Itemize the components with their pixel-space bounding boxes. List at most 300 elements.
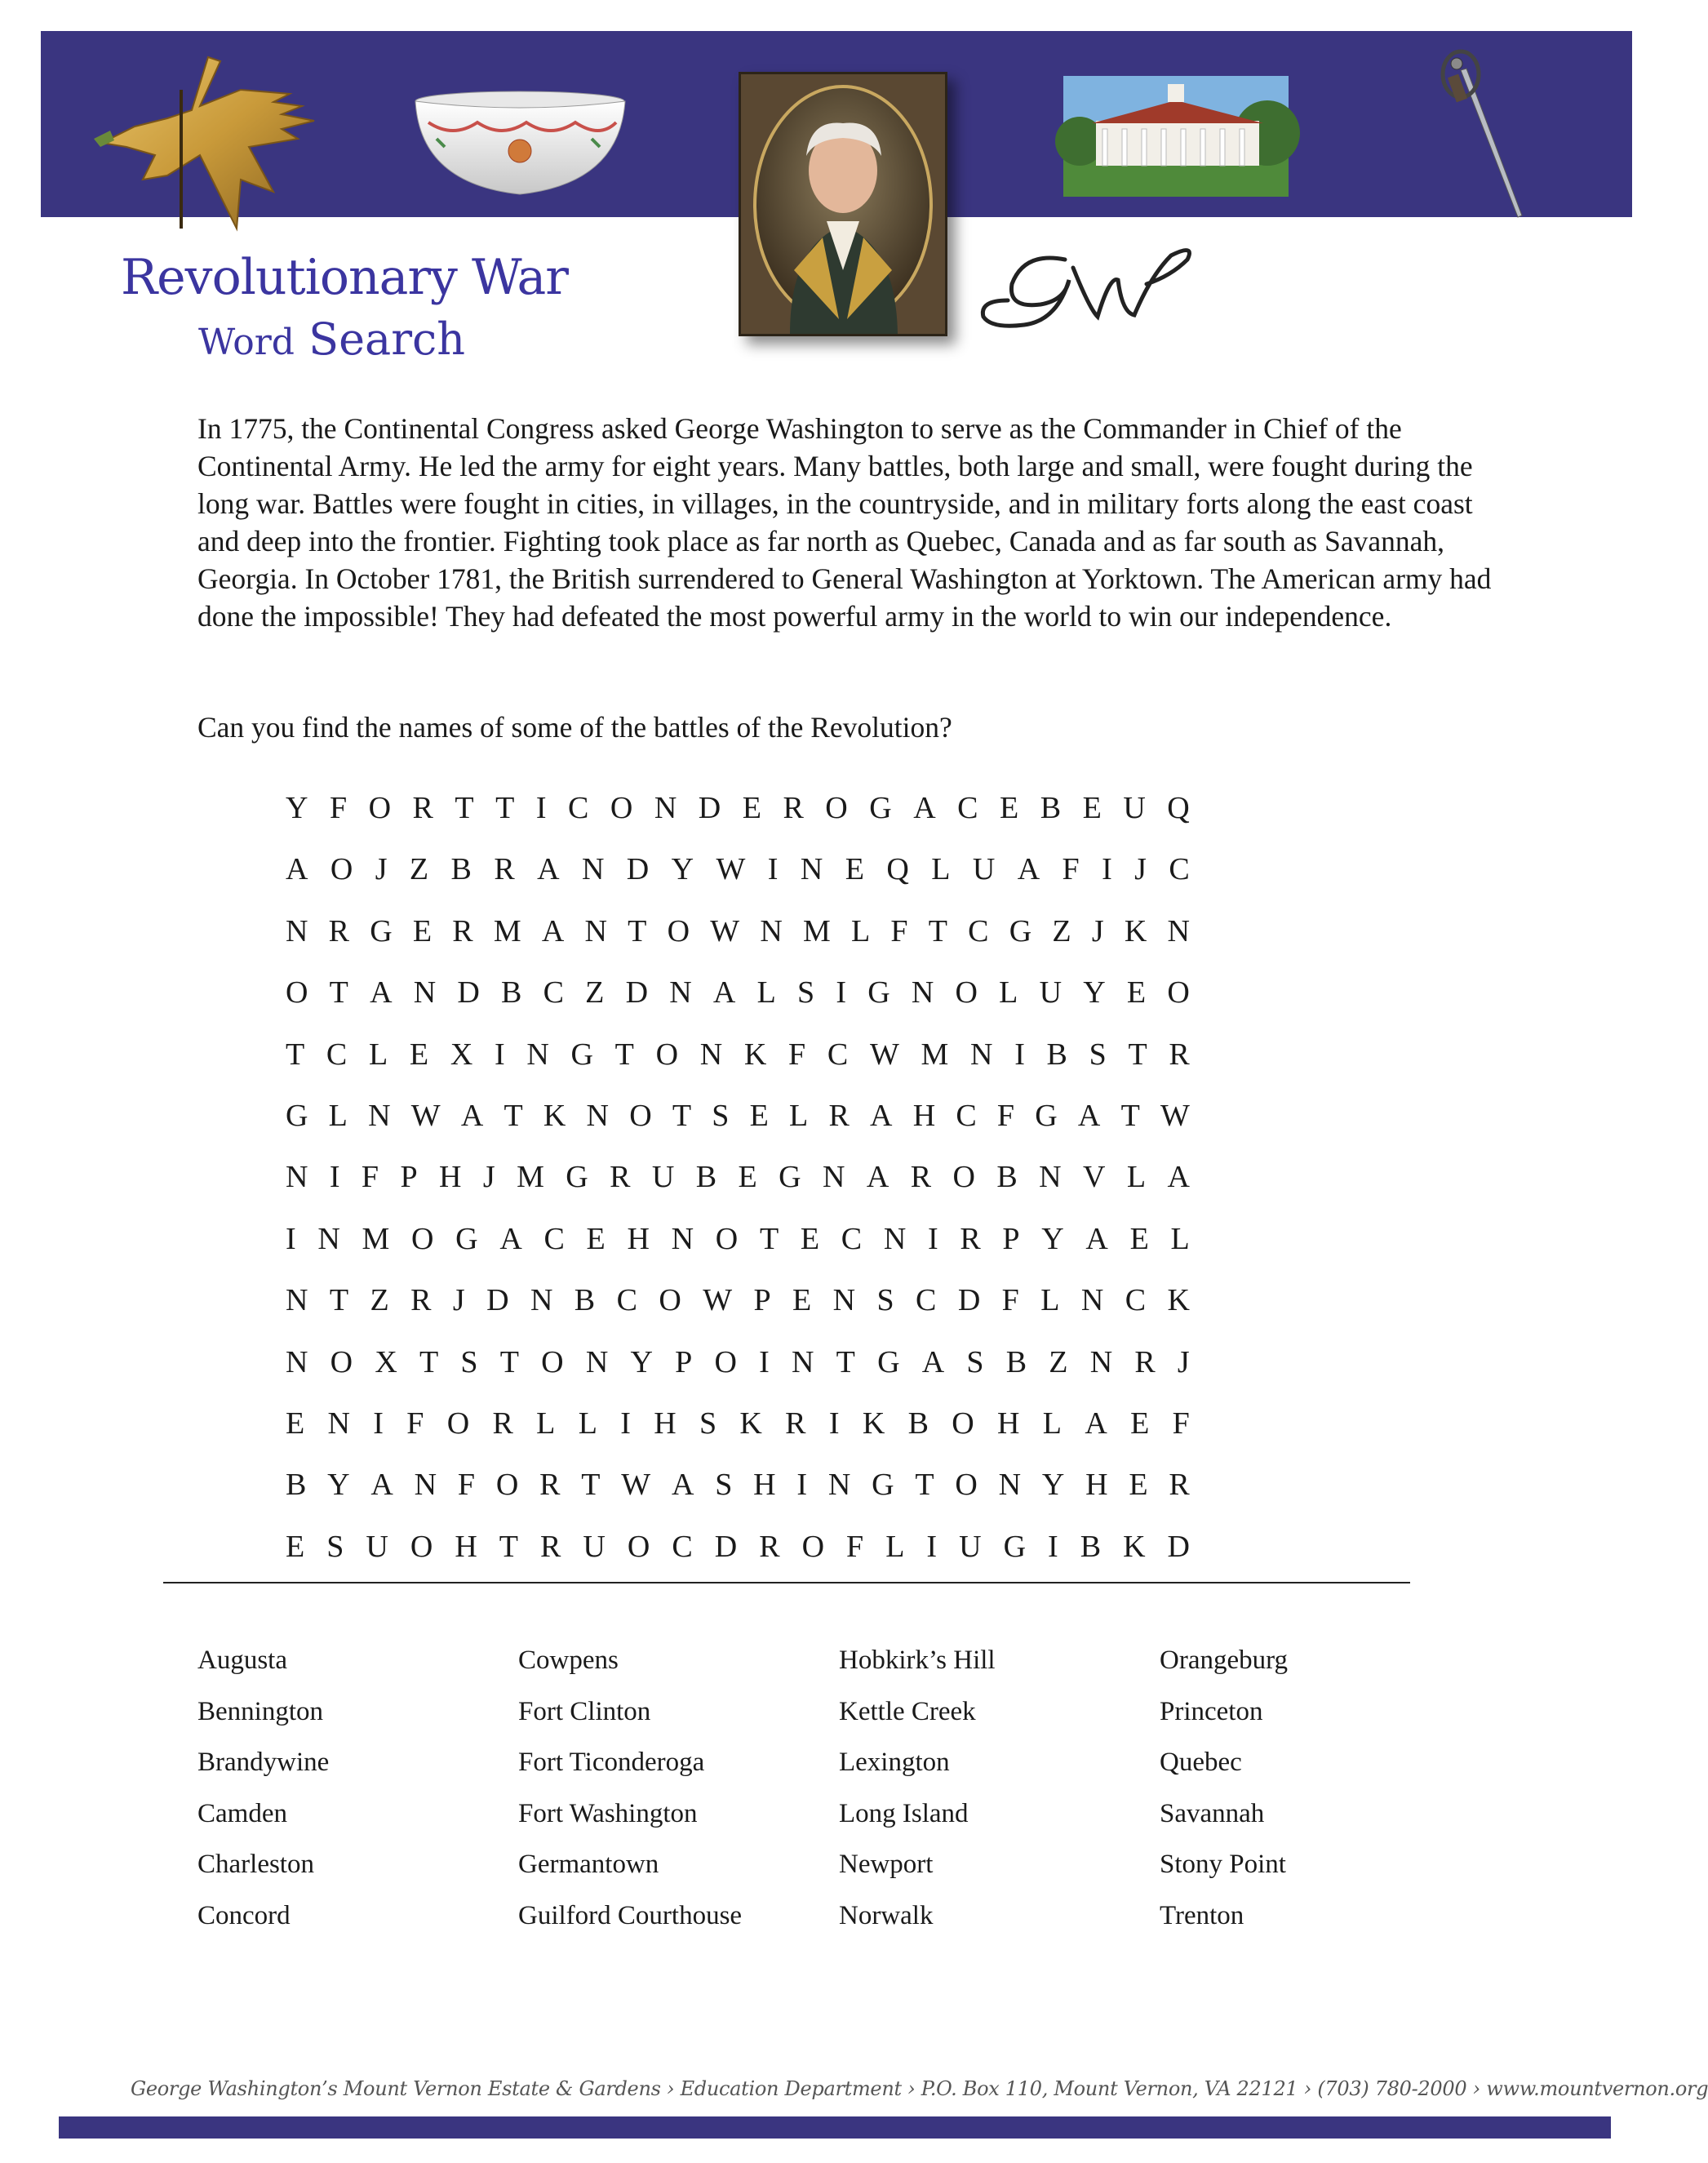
- grid-letter: O: [659, 1283, 681, 1318]
- grid-letter: T: [455, 791, 474, 825]
- grid-letter: Z: [370, 1283, 389, 1318]
- grid-letter: G: [455, 1221, 478, 1256]
- word-list-item: Norwalk: [839, 1900, 934, 1930]
- grid-letter: N: [317, 1221, 340, 1256]
- grid-letter: T: [499, 1344, 519, 1379]
- grid-letter: Q: [1167, 791, 1190, 825]
- grid-letter: R: [785, 1406, 806, 1441]
- grid-letter: O: [368, 791, 392, 825]
- grid-letter: N: [671, 1221, 694, 1256]
- grid-letter: N: [585, 1344, 609, 1379]
- grid-letter: N: [581, 852, 605, 887]
- grid-letter: T: [286, 1037, 305, 1072]
- word-list-item: Bennington: [197, 1696, 323, 1726]
- grid-letter: N: [414, 1468, 437, 1503]
- grid-letter: N: [654, 791, 677, 825]
- grid-letter: Y: [671, 852, 694, 887]
- grid-letter: W: [716, 852, 746, 887]
- word-list-column-3: [839, 1646, 996, 1952]
- grid-letter: I: [535, 791, 547, 825]
- grid-letter: L: [1042, 1406, 1062, 1441]
- grid-letter: K: [1167, 1283, 1190, 1318]
- grid-letter: M: [517, 1160, 544, 1195]
- grid-letter: C: [616, 1283, 637, 1318]
- grid-letter: O: [952, 1406, 974, 1441]
- grid-letter: L: [885, 1529, 905, 1564]
- grid-letter: I: [620, 1406, 631, 1441]
- word-list-item: Hobkirk’s Hill: [839, 1646, 996, 1675]
- word-list-item: Germantown: [518, 1850, 659, 1880]
- grid-letter: D: [486, 1283, 509, 1318]
- grid-letter: O: [610, 791, 633, 825]
- grid-letter: U: [959, 1529, 982, 1564]
- grid-letter: N: [760, 913, 783, 948]
- footer-bar: [59, 2116, 1611, 2139]
- grid-letter: A: [537, 852, 560, 887]
- grid-letter: I: [494, 1037, 505, 1072]
- grid-letter: A: [866, 1160, 889, 1195]
- grid-letter: E: [286, 1529, 305, 1564]
- grid-row: [286, 1344, 1190, 1406]
- grid-letter: A: [460, 1098, 484, 1133]
- grid-letter: P: [675, 1344, 693, 1379]
- grid-letter: B: [574, 1283, 596, 1318]
- page-title-line1: Revolutionary War: [121, 249, 568, 306]
- grid-letter: A: [921, 1344, 945, 1379]
- grid-letter: E: [800, 1221, 820, 1256]
- grid-letter: S: [460, 1344, 478, 1379]
- grid-letter: N: [413, 975, 437, 1010]
- grid-letter: E: [738, 1160, 757, 1195]
- grid-letter: E: [792, 1283, 812, 1318]
- grid-letter: R: [540, 1529, 561, 1564]
- grid-letter: I: [759, 1344, 770, 1379]
- grid-letter: E: [412, 913, 433, 948]
- grid-letter: B: [450, 852, 472, 887]
- grid-letter: B: [996, 1160, 1018, 1195]
- grid-letter: O: [952, 1160, 975, 1195]
- grid-letter: U: [1123, 791, 1146, 825]
- grid-letter: F: [1172, 1406, 1190, 1441]
- grid-letter: T: [499, 1529, 519, 1564]
- grid-letter: T: [614, 1037, 634, 1072]
- grid-letter: T: [672, 1098, 692, 1133]
- grid-letter: D: [625, 975, 649, 1010]
- grid-letter: I: [828, 1406, 840, 1441]
- grid-letter: N: [286, 1160, 308, 1195]
- grid-letter: N: [1167, 913, 1190, 948]
- grid-letter: H: [753, 1468, 776, 1503]
- page-title-line2: [198, 313, 466, 365]
- grid-letter: I: [836, 975, 846, 1010]
- grid-letter: I: [796, 1468, 808, 1503]
- grid-letter: L: [850, 913, 871, 948]
- grid-letter: I: [926, 1529, 938, 1564]
- word-list-item: Stony Point: [1160, 1850, 1286, 1880]
- grid-letter: K: [739, 1406, 762, 1441]
- grid-letter: B: [501, 975, 522, 1010]
- word-list-item: Concord: [197, 1900, 291, 1930]
- grid-letter: G: [286, 1098, 308, 1133]
- grid-letter: E: [1126, 975, 1147, 1010]
- grid-letter: R: [783, 791, 804, 825]
- grid-letter: N: [530, 1283, 553, 1318]
- grid-letter: O: [655, 1037, 679, 1072]
- grid-letter: H: [1085, 1468, 1108, 1503]
- grid-letter: Y: [630, 1344, 653, 1379]
- gw-signature: [975, 233, 1200, 340]
- word-list-item: Augusta: [197, 1646, 287, 1675]
- grid-letter: O: [801, 1529, 825, 1564]
- grid-letter: C: [543, 1221, 565, 1256]
- grid-letter: G: [1009, 913, 1032, 948]
- grid-letter: N: [526, 1037, 549, 1072]
- grid-letter: S: [715, 1468, 733, 1503]
- grid-letter: Z: [585, 975, 605, 1010]
- grid-letter: J: [375, 852, 388, 887]
- grid-letter: E: [845, 852, 864, 887]
- grid-letter: S: [966, 1344, 984, 1379]
- grid-row: [286, 1221, 1190, 1282]
- grid-letter: D: [1167, 1529, 1190, 1564]
- footer-address: George Washington’s Mount Vernon Estate & Gardens › Education Department › P.O. Box 110, Mount Vernon, VA 22121 › (703) 780-2000 › www.mountvernon.org: [131, 2077, 1708, 2100]
- word-list-item: Fort Clinton: [518, 1696, 651, 1726]
- grid-letter: V: [1082, 1160, 1106, 1195]
- grid-letter: B: [1005, 1344, 1027, 1379]
- grid-letter: C: [568, 791, 589, 825]
- word-list-item: Quebec: [1160, 1748, 1242, 1778]
- grid-letter: M: [921, 1037, 949, 1072]
- grid-row: [286, 851, 1190, 913]
- grid-letter: K: [862, 1406, 885, 1441]
- grid-letter: G: [779, 1160, 801, 1195]
- grid-letter: A: [286, 852, 308, 887]
- grid-letter: F: [457, 1468, 476, 1503]
- grid-letter: N: [911, 975, 934, 1010]
- grid-letter: N: [832, 1283, 856, 1318]
- grid-letter: K: [743, 1037, 767, 1072]
- grid-letter: R: [910, 1160, 932, 1195]
- grid-letter: W: [410, 1098, 441, 1133]
- grid-letter: G: [1003, 1529, 1027, 1564]
- grid-letter: R: [1169, 1468, 1190, 1503]
- grid-letter: A: [1167, 1160, 1190, 1195]
- grid-letter: O: [1167, 975, 1190, 1010]
- grid-letter: C: [326, 1037, 348, 1072]
- grid-letter: C: [1125, 1283, 1147, 1318]
- grid-letter: N: [586, 1098, 609, 1133]
- title-search: Search: [294, 313, 466, 365]
- grid-letter: O: [715, 1221, 739, 1256]
- question-text: Can you find the names of some of the battles of the Revolution?: [197, 711, 952, 744]
- word-list-item: Guilford Courthouse: [518, 1900, 743, 1930]
- george-washington-portrait: [739, 72, 947, 336]
- grid-letter: T: [836, 1344, 855, 1379]
- grid-row: [286, 1098, 1190, 1159]
- grid-letter: O: [410, 1529, 433, 1564]
- grid-letter: T: [504, 1098, 523, 1133]
- grid-letter: R: [610, 1160, 631, 1195]
- grid-letter: Y: [327, 1468, 350, 1503]
- grid-letter: X: [450, 1037, 473, 1072]
- grid-letter: Y: [286, 791, 308, 825]
- grid-letter: C: [543, 975, 564, 1010]
- grid-letter: C: [672, 1529, 693, 1564]
- word-list-item: Long Island: [839, 1798, 969, 1828]
- grid-letter: D: [698, 791, 721, 825]
- grid-letter: F: [1062, 852, 1080, 887]
- grid-letter: R: [492, 1406, 513, 1441]
- grid-letter: J: [452, 1283, 465, 1318]
- grid-letter: R: [960, 1221, 981, 1256]
- grid-letter: I: [767, 852, 779, 887]
- grid-letter: E: [586, 1221, 606, 1256]
- grid-letter: G: [566, 1160, 588, 1195]
- grid-letter: O: [495, 1468, 519, 1503]
- grid-letter: Y: [1041, 1221, 1064, 1256]
- grid-letter: F: [361, 1160, 379, 1195]
- word-list-item: Camden: [197, 1798, 287, 1828]
- grid-letter: Y: [1083, 975, 1106, 1010]
- grid-letter: N: [1039, 1160, 1062, 1195]
- word-list-item: Charleston: [197, 1850, 314, 1880]
- grid-letter: R: [412, 791, 433, 825]
- grid-letter: E: [742, 791, 761, 825]
- grid-row: [286, 1159, 1190, 1220]
- word-list-column-1: [197, 1646, 329, 1952]
- grid-letter: A: [499, 1221, 522, 1256]
- grid-letter: W: [1160, 1098, 1190, 1133]
- grid-letter: I: [286, 1221, 296, 1256]
- mount-vernon-mansion-photo: [1063, 76, 1289, 197]
- grid-letter: S: [796, 975, 815, 1010]
- grid-letter: R: [328, 913, 350, 948]
- word-list-item: Trenton: [1160, 1900, 1244, 1930]
- grid-letter: O: [330, 1344, 353, 1379]
- grid-letter: C: [956, 1098, 977, 1133]
- word-list-item: Princeton: [1160, 1696, 1263, 1726]
- word-list-item: Orangeburg: [1160, 1646, 1289, 1675]
- grid-letter: E: [1129, 1468, 1148, 1503]
- grid-letter: H: [439, 1160, 462, 1195]
- grid-letter: E: [1129, 1221, 1149, 1256]
- grid-letter: H: [627, 1221, 650, 1256]
- grid-letter: N: [823, 1160, 845, 1195]
- grid-letter: U: [972, 852, 996, 887]
- word-list-column-2: [518, 1646, 742, 1952]
- grid-letter: B: [695, 1160, 717, 1195]
- grid-letter: E: [749, 1098, 769, 1133]
- grid-letter: B: [286, 1468, 307, 1503]
- intro-paragraph: In 1775, the Continental Congress asked George Washington to serve as the Commander in Chief of the Continental Army. He led the army for eight years. Many battles, both large and small, were fought during the long war. Battles were fought in cities, in villages, in the countryside, and in military forts along the east coast and deep into the frontier. Fighting took place as far north as Quebec, Canada and as far south as Savannah, Georgia. In October 1781, the British surrendered to General Washington at Yorktown. The American army had done the impossible! They had defeated the most powerful army in the world to win our independence.: [197, 412, 1492, 633]
- grid-letter: D: [457, 975, 480, 1010]
- grid-letter: Q: [886, 852, 909, 887]
- grid-letter: T: [759, 1221, 779, 1256]
- grid-letter: O: [330, 852, 353, 887]
- word-list-column-4: [1160, 1646, 1288, 1952]
- grid-letter: D: [626, 852, 650, 887]
- grid-row: [286, 913, 1190, 975]
- grid-letter: K: [543, 1098, 566, 1133]
- grid-letter: W: [869, 1037, 899, 1072]
- grid-letter: M: [493, 913, 521, 948]
- grid-letter: I: [1014, 1037, 1025, 1072]
- grid-letter: E: [286, 1406, 305, 1441]
- grid-letter: N: [800, 852, 823, 887]
- grid-letter: P: [1002, 1221, 1020, 1256]
- grid-letter: T: [329, 1283, 349, 1318]
- grid-letter: N: [327, 1406, 350, 1441]
- grid-letter: N: [286, 1344, 308, 1379]
- grid-letter: A: [370, 975, 393, 1010]
- grid-letter: T: [628, 913, 647, 948]
- word-list-item: Savannah: [1160, 1798, 1265, 1828]
- grid-letter: N: [669, 975, 692, 1010]
- grid-letter: L: [1040, 1283, 1060, 1318]
- grid-letter: G: [1035, 1098, 1058, 1133]
- grid-letter: W: [621, 1468, 651, 1503]
- grid-letter: L: [1126, 1160, 1147, 1195]
- grid-letter: J: [1134, 852, 1147, 887]
- porcelain-bowl-image: [412, 90, 628, 200]
- grid-letter: G: [877, 1344, 900, 1379]
- grid-letter: T: [928, 913, 947, 948]
- grid-letter: N: [970, 1037, 993, 1072]
- grid-letter: N: [883, 1221, 907, 1256]
- grid-letter: N: [286, 1283, 308, 1318]
- grid-letter: E: [1000, 791, 1019, 825]
- grid-letter: L: [789, 1098, 809, 1133]
- grid-letter: E: [1130, 1406, 1150, 1441]
- grid-letter: U: [583, 1529, 606, 1564]
- grid-letter: R: [1134, 1344, 1156, 1379]
- grid-letter: C: [1169, 852, 1190, 887]
- grid-letter: L: [931, 852, 951, 887]
- grid-letter: M: [802, 913, 831, 948]
- grid-letter: R: [828, 1098, 850, 1133]
- grid-row: [286, 975, 1190, 1036]
- grid-letter: L: [999, 975, 1018, 1010]
- grid-letter: H: [455, 1529, 477, 1564]
- grid-letter: L: [756, 975, 776, 1010]
- grid-letter: F: [996, 1098, 1015, 1133]
- grid-letter: W: [703, 1283, 733, 1318]
- word-list-item: Fort Washington: [518, 1798, 698, 1828]
- grid-letter: A: [1085, 1406, 1107, 1441]
- grid-letter: T: [329, 975, 348, 1010]
- grid-letter: S: [712, 1098, 730, 1133]
- grid-letter: N: [368, 1098, 391, 1133]
- grid-letter: S: [326, 1529, 344, 1564]
- grid-letter: T: [419, 1344, 439, 1379]
- grid-letter: C: [841, 1221, 863, 1256]
- grid-letter: O: [667, 913, 690, 948]
- grid-letter: H: [912, 1098, 936, 1133]
- grid-letter: B: [1080, 1529, 1102, 1564]
- grid-letter: O: [629, 1098, 652, 1133]
- grid-letter: T: [495, 791, 515, 825]
- grid-letter: G: [370, 913, 393, 948]
- grid-letter: O: [446, 1406, 470, 1441]
- grid-letter: Z: [409, 852, 429, 887]
- grid-letter: O: [411, 1221, 434, 1256]
- signature-text: GW: [975, 233, 997, 247]
- grid-letter: L: [1170, 1221, 1190, 1256]
- grid-letter: F: [1001, 1283, 1019, 1318]
- grid-letter: U: [1039, 975, 1063, 1010]
- grid-letter: H: [997, 1406, 1020, 1441]
- grid-letter: D: [714, 1529, 738, 1564]
- grid-letter: G: [872, 1468, 894, 1503]
- grid-letter: C: [827, 1037, 849, 1072]
- grid-letter: R: [1169, 1037, 1190, 1072]
- word-list-item: Brandywine: [197, 1748, 330, 1778]
- grid-letter: L: [578, 1406, 597, 1441]
- grid-letter: A: [671, 1468, 694, 1503]
- grid-letter: H: [654, 1406, 677, 1441]
- grid-letter: N: [584, 913, 607, 948]
- grid-letter: P: [400, 1160, 418, 1195]
- grid-letter: I: [928, 1221, 938, 1256]
- grid-row: [286, 1282, 1190, 1344]
- grid-letter: O: [627, 1529, 650, 1564]
- grid-letter: N: [286, 913, 308, 948]
- grid-letter: U: [366, 1529, 388, 1564]
- grid-letter: C: [916, 1283, 937, 1318]
- grid-letter: X: [375, 1344, 397, 1379]
- grid-letter: Y: [1041, 1468, 1065, 1503]
- grid-letter: C: [968, 913, 989, 948]
- grid-letter: N: [827, 1468, 851, 1503]
- grid-letter: R: [759, 1529, 780, 1564]
- grid-letter: L: [368, 1037, 388, 1072]
- grid-letter: F: [406, 1406, 424, 1441]
- grid-letter: L: [536, 1406, 556, 1441]
- grid-letter: T: [581, 1468, 601, 1503]
- grid-row: [286, 1467, 1190, 1528]
- grid-letter: E: [1082, 791, 1102, 825]
- word-list-item: Cowpens: [518, 1646, 619, 1675]
- divider: [163, 1582, 1410, 1583]
- grid-letter: O: [955, 1468, 978, 1503]
- word-list-item: Lexington: [839, 1748, 950, 1778]
- grid-letter: F: [329, 791, 348, 825]
- grid-letter: A: [913, 791, 936, 825]
- grid-letter: I: [373, 1406, 384, 1441]
- grid-letter: F: [890, 913, 908, 948]
- grid-letter: E: [409, 1037, 429, 1072]
- grid-letter: S: [699, 1406, 717, 1441]
- grid-letter: A: [1077, 1098, 1101, 1133]
- grid-letter: I: [329, 1160, 340, 1195]
- sword-image: [1440, 54, 1530, 221]
- grid-letter: R: [494, 852, 515, 887]
- grid-letter: O: [955, 975, 978, 1010]
- grid-row: [286, 1037, 1190, 1098]
- grid-letter: A: [870, 1098, 893, 1133]
- grid-letter: T: [1120, 1098, 1140, 1133]
- grid-letter: L: [328, 1098, 348, 1133]
- grid-letter: O: [541, 1344, 564, 1379]
- grid-letter: R: [539, 1468, 561, 1503]
- grid-letter: Z: [1052, 913, 1071, 948]
- grid-letter: C: [957, 791, 978, 825]
- grid-letter: B: [1040, 791, 1062, 825]
- grid-letter: N: [1089, 1344, 1113, 1379]
- grid-row: [286, 790, 1190, 851]
- grid-letter: R: [410, 1283, 432, 1318]
- word-list-item: Newport: [839, 1850, 934, 1880]
